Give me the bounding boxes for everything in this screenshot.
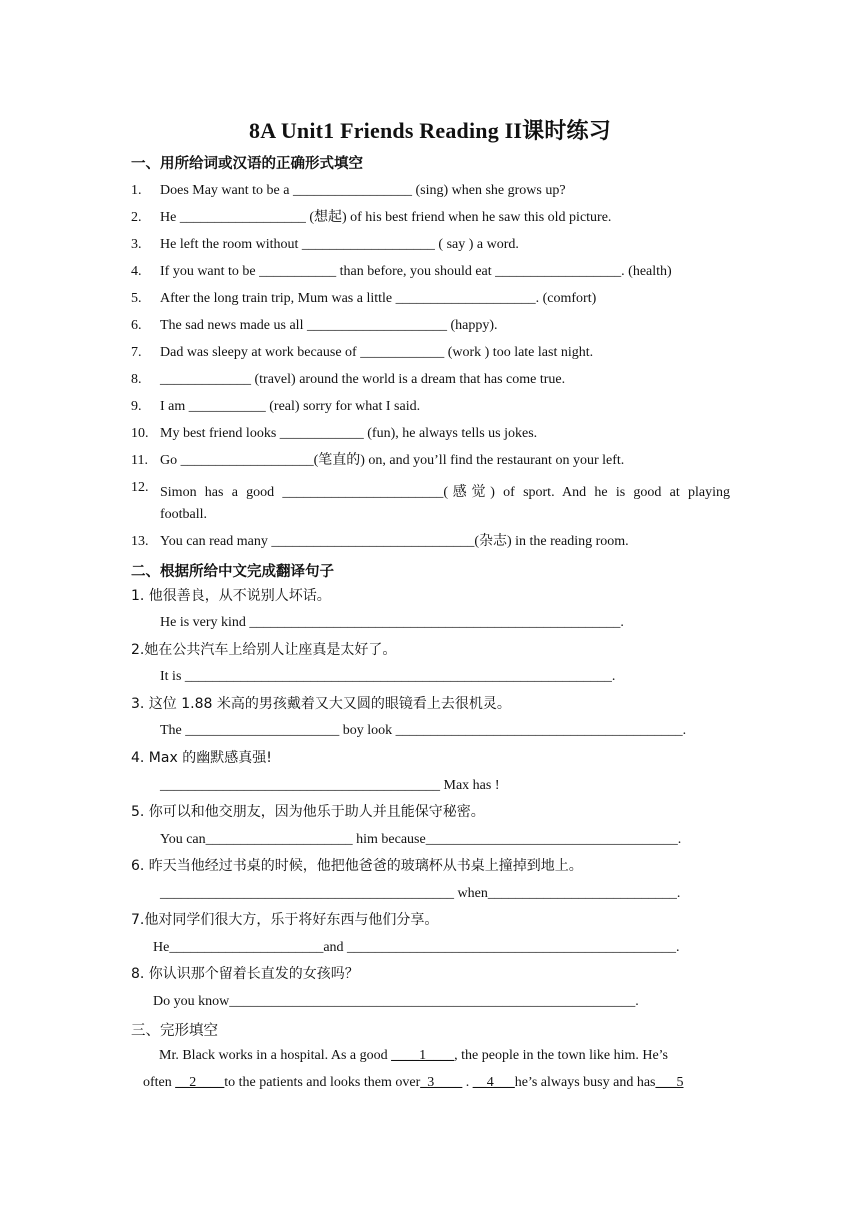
translation-answer-line: The ______________________ boy look _________________________________________. [160,723,687,738]
translation-answer-line: He______________________and _______________________________________________. [153,940,680,955]
translation-prompt: 5. 你可以和他交朋友，因为他乐于助人并且能保守秘密。 [131,804,485,820]
cloze-blank-1: ____1____ [391,1048,455,1063]
cloze-blank-2: __2____ [175,1075,225,1090]
section-1-heading: 一、用所给词或汉语的正确形式填空 [131,156,363,172]
cloze-blank-3: _3____ [420,1075,463,1090]
item-text: Does May want to be a _________________ (sing) when she grows up? [160,183,566,198]
cloze-text: Mr. Black works in a hospital. As a good [159,1048,392,1063]
item-number: 3. [131,237,142,252]
item-text: _____________ (travel) around the world is a dream that has come true. [160,372,566,387]
cloze-text: . [462,1075,473,1090]
translation-answer-line: Do you know__________________________________________________________. [153,994,639,1009]
translation-prompt: 7.他对同学们很大方，乐于将好东西与他们分享。 [131,912,439,928]
item-number: 4. [131,264,142,279]
item-text: Dad was sleepy at work because of ____________ (work ) too late last night. [160,345,594,360]
item-number: 2. [131,210,142,225]
cloze-text: , the people in the town like him. He’s [454,1048,669,1063]
translation-prompt: 3. 这位 1.88 米高的男孩戴着又大又圆的眼镜看上去很机灵。 [131,696,511,712]
translation-prompt: 4. Max 的幽默感真强! [131,750,272,766]
cloze-text: he’s always busy and has [514,1075,656,1090]
page-title: 8A Unit1 Friends Reading II课时练习 [249,118,611,143]
item-text: He left the room without ___________________ ( say ) a word. [160,237,519,252]
item-number: 1. [131,183,142,198]
item-text: You can read many _____________________________(杂志) in the reading room. [160,534,629,549]
item-number: 13. [131,534,149,549]
item-number: 11. [131,453,148,468]
cloze-text: often [143,1075,176,1090]
cloze-blank-5: ___5 [655,1075,684,1090]
item-number: 9. [131,399,142,414]
item-text: After the long train trip, Mum was a little ____________________. (comfort) [160,291,597,306]
item-number: 12. [131,480,149,495]
translation-prompt: 8. 你认识那个留着长直发的女孩吗？ [131,966,359,982]
translation-prompt: 6. 昨天当他经过书桌的时候，他把他爸爸的玻璃杯从书桌上撞掉到地上。 [131,858,583,874]
item-text: He __________________ (想起) of his best friend when he saw this old picture. [160,210,612,225]
translation-answer-line: ________________________________________ Max has ! [160,778,500,793]
translation-answer-line: __________________________________________ when___________________________. [160,886,681,901]
item-number: 7. [131,345,142,360]
cloze-blank-4: __4___ [472,1075,515,1090]
translation-answer-line: It is _____________________________________________________________. [160,669,616,684]
translation-answer-line: You can_____________________ him because____________________________________. [160,832,682,847]
cloze-paragraph-line-1 [159,1047,668,1065]
item-text: If you want to be ___________ than before, you should eat __________________. (health) [160,264,672,279]
item-text: Simon has a good _______________________(感觉) of sport. And he is good at playing [160,485,730,500]
item-text-continuation: football. [160,507,208,522]
item-text: My best friend looks ____________ (fun), he always tells us jokes. [160,426,538,441]
item-number: 8. [131,372,142,387]
translation-prompt: 1. 他很善良，从不说别人坏话。 [131,588,331,604]
section-2-heading: 二、根据所给中文完成翻译句子 [131,564,334,580]
translation-answer-line: He is very kind _____________________________________________________. [160,615,624,630]
item-text: The sad news made us all ____________________ (happy). [160,318,498,333]
cloze-text: to the patients and looks them over [224,1075,421,1090]
item-number: 10. [131,426,149,441]
cloze-paragraph-line-2 [143,1074,684,1092]
item-number: 6. [131,318,142,333]
item-text: Go ___________________(笔直的) on, and you’ll find the restaurant on your left. [160,453,625,468]
section-3-heading: 三、完形填空 [131,1023,218,1039]
item-text: I am ___________ (real) sorry for what I said. [160,399,421,414]
item-number: 5. [131,291,142,306]
translation-prompt: 2.她在公共汽车上给别人让座真是太好了。 [131,642,397,658]
